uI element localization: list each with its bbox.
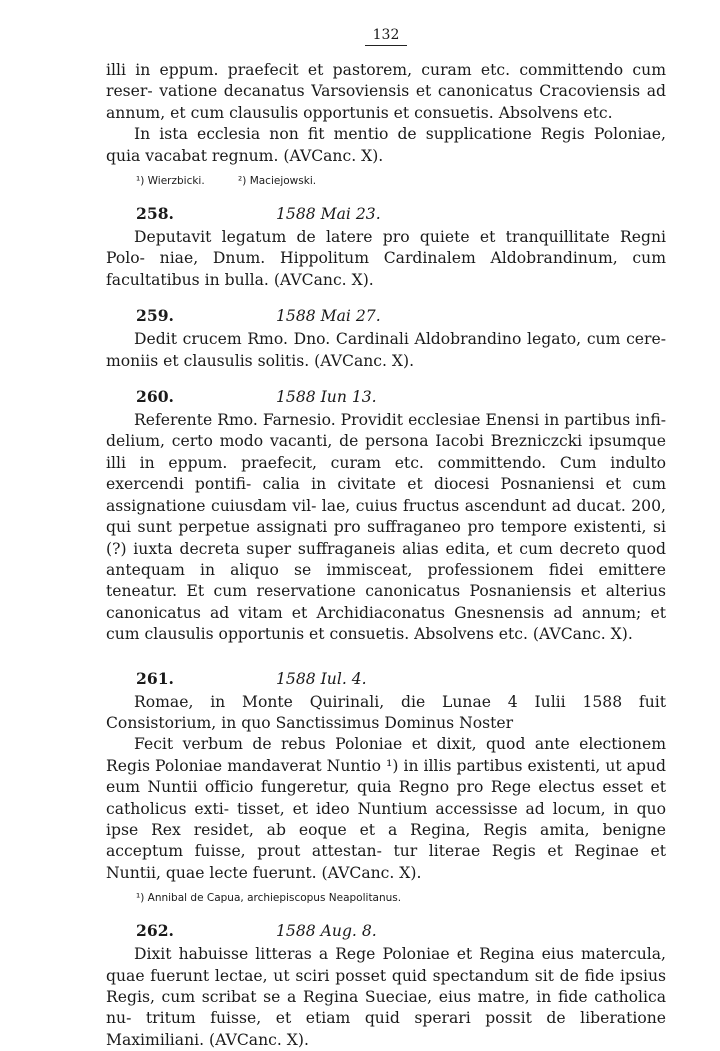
text-line: niae, Dnum. Hippolitum Cardinalem Aldobrandinum, cum facultatibus in	[106, 249, 666, 289]
entry-number: 258.	[136, 204, 174, 224]
intro-paragraph-2	[106, 124, 666, 167]
text-line: tur literae Regis et Reginae et Nuntii, quae lecte fuerunt. (AVCanc. X).	[106, 842, 666, 882]
text-line: Dixit habuisse litteras a Rege Poloniae et Regina eius matercula,	[134, 945, 666, 964]
entry-260	[106, 386, 666, 645]
entry-number: 262.	[136, 921, 174, 941]
text-line: In ista ecclesia non fit mentio de supplicatione Regis Poloniae, quia	[106, 125, 666, 165]
text-line: Romae, in Monte Quirinali, die Lunae 4 Iulii 1588 fuit Consistorium,	[106, 692, 666, 732]
footnotes	[136, 890, 666, 906]
intro-block	[106, 60, 666, 189]
text-line: Poloniae mandaverat Nuntio ¹) in illis partibus existenti, ut apud eum Nuntii	[106, 756, 666, 797]
entry-number: 261.	[136, 668, 174, 688]
text-line: tritum fuisse, et etiam quid sperari possit de liberatione Maximiliani.	[106, 1009, 666, 1049]
text-line: calia in civitate et diocesi Posnaniensi et cum assignatione cuiusdam vil-	[106, 475, 666, 515]
entry-259	[106, 305, 666, 372]
entry-number: 259.	[136, 306, 174, 326]
text-line: cum clausulis opportunis et consuetis. Absolvens etc.	[190, 103, 613, 122]
text-line: bulla. (AVCanc. X).	[224, 270, 374, 289]
text-line: illi in eppum. praefecit et pastorem, curam etc. committendo cum reser-	[106, 61, 666, 101]
page-number: 132	[146, 26, 626, 46]
document-page	[106, 26, 666, 1051]
entry-date: 1588 Aug. 8.	[276, 922, 377, 941]
text-line: delium, certo modo vacanti, de persona Iacobi Brezniczcki ipsumque illi in	[106, 432, 666, 472]
text-line: lae, cuius fructus ascendunt ad ducat. 200, qui sunt perpetue assignati pro	[106, 496, 666, 537]
text-line: eoque et a Regina, Regis amita, benigne acceptum fuisse, prout attestan-	[106, 820, 666, 861]
entry-262	[106, 920, 666, 1051]
text-line: (AVCanc. X).	[209, 1030, 309, 1049]
entry-header	[106, 305, 666, 327]
text-line: quae fuerunt lectae, ut sciri posset quid spectandum sit de fide ipsius	[106, 966, 666, 985]
text-line: Regis, cum scribat se a Regina Sueciae, eius matre, in fide catholica nu-	[106, 988, 666, 1028]
entry-text	[106, 692, 666, 735]
text-line: Deputavit legatum de latere pro quiete et tranquillitate Regni Polo-	[106, 228, 666, 268]
entry-header	[106, 920, 666, 942]
text-line: vatione decanatus Varsoviensis et canonicatus Cracoviensis ad annum, et	[106, 82, 666, 122]
footnote: ¹) Annibal de Capua, archiepiscopus Neapolitanus.	[136, 892, 402, 905]
entry-text	[106, 227, 666, 291]
text-line: in quo Sanctissimus Dominus Noster	[221, 713, 514, 732]
entry-text	[106, 410, 666, 645]
entry-date: 1588 Mai 23.	[276, 205, 381, 224]
text-line: fidei emittere teneatur. Et cum reservatione canonicatus Posnaniensis et	[106, 560, 666, 601]
entry-text	[106, 329, 666, 372]
entry-header	[106, 668, 666, 690]
text-line: officio fungeretur, quia Regno pro Rege electus esset et catholicus exti-	[106, 778, 666, 818]
entry-text-2	[106, 734, 666, 884]
text-line: eppum. praefecit, curam etc. committendo. Cum indulto exercendi pontifi-	[106, 453, 666, 494]
text-line: edita, et cum decreto quod antequam in aliquo se immisceat, professionem	[106, 539, 666, 579]
text-line: suffraganeo pro tempore existenti, si (?) iuxta decreta super suffraganeis alias	[106, 518, 666, 558]
entry-date: 1588 Iun 13.	[276, 388, 377, 407]
intro-paragraph	[106, 60, 666, 124]
text-line: moniis et clausulis solitis. (AVCanc. X).	[106, 351, 415, 370]
entry-text	[106, 944, 666, 1051]
text-line: tisset, et ideo Nuntium accessisse ad locum, in quo ipse Rex residet, ab	[106, 799, 666, 839]
text-line: vacabat regnum. (AVCanc. X).	[145, 146, 384, 165]
entry-date: 1588 Mai 27.	[276, 307, 381, 326]
entry-261	[106, 668, 666, 907]
entry-258	[106, 203, 666, 291]
footnote: ²) Maciejowski.	[238, 175, 317, 188]
text-line: cum clausulis opportunis et consuetis. Absolvens etc. (AVCanc. X).	[106, 625, 633, 644]
entry-header	[106, 386, 666, 408]
footnote: ¹) Wierzbicki.	[136, 175, 205, 188]
text-line: Referente Rmo. Farnesio. Providit ecclesiae Enensi in partibus infi-	[134, 411, 666, 430]
text-line: Fecit verbum de rebus Poloniae et dixit, quod ante electionem Regis	[106, 735, 666, 775]
footnotes	[136, 173, 666, 189]
entry-date: 1588 Iul. 4.	[276, 669, 367, 688]
text-line: alterius canonicatus ad vitam et Archidiaconatus Gnesnensis ad annum; et	[106, 582, 666, 622]
entry-header	[106, 203, 666, 225]
text-line: Dedit crucem Rmo. Dno. Cardinali Aldobrandino legato, cum cere-	[134, 330, 666, 349]
entry-number: 260.	[136, 387, 174, 407]
